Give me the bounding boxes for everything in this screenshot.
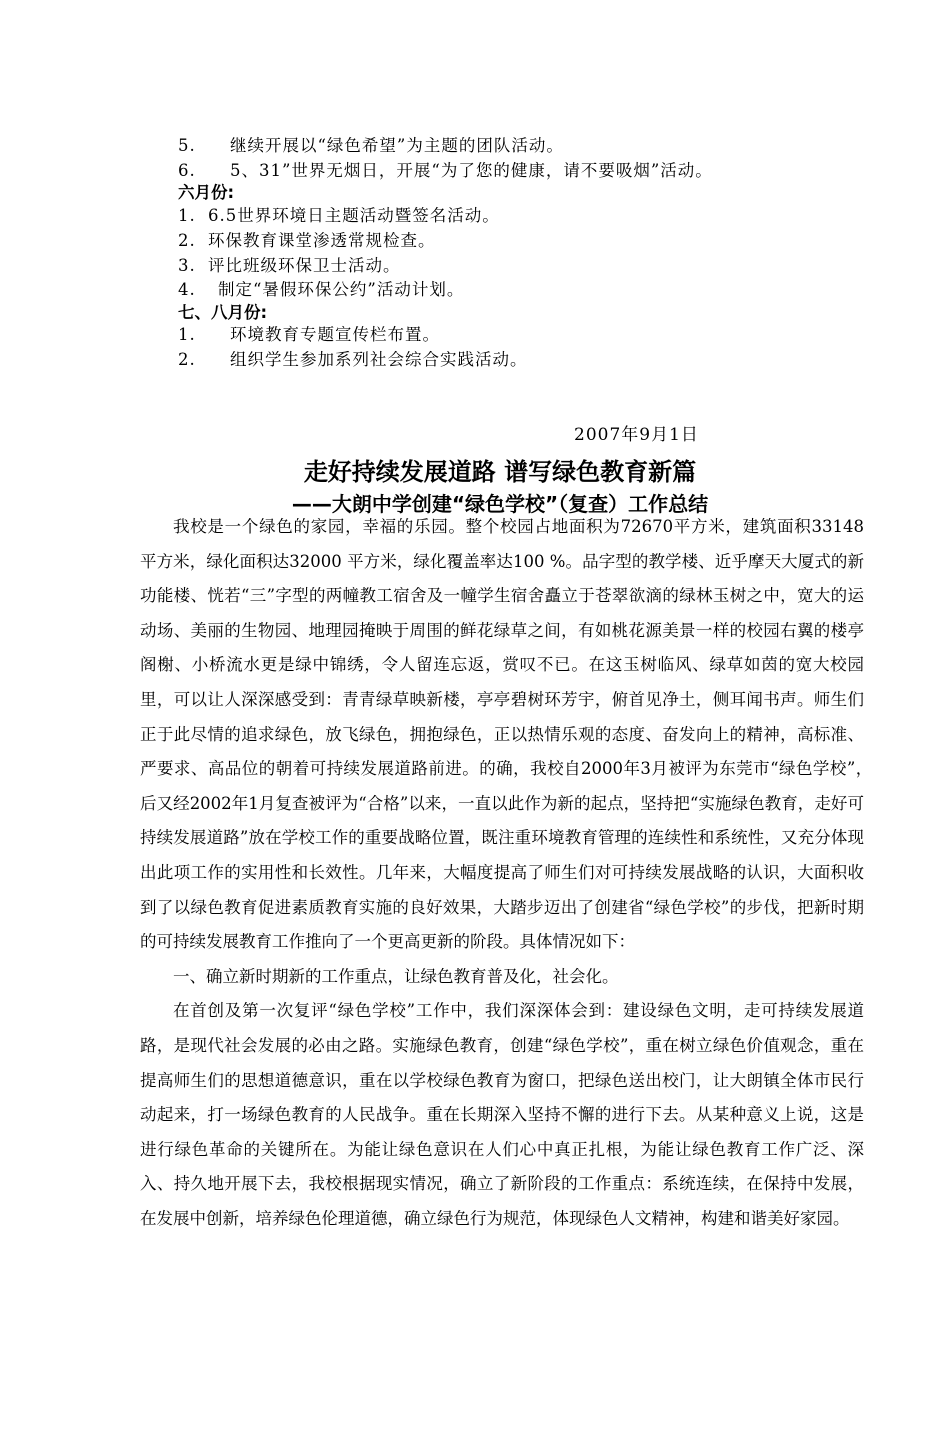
list-item-text: 继续开展以“绿色希望”为主题的团队活动。: [230, 136, 564, 155]
list-item: [178, 279, 464, 301]
list-item-number: 2.: [178, 350, 196, 369]
body-paragraph: 一、确立新时期新的工作重点，让绿色教育普及化，社会化。: [173, 966, 619, 986]
list-item: [178, 324, 440, 346]
article-body: [140, 510, 886, 1236]
list-item-number: 5.: [178, 136, 196, 155]
list-item-number: 2.: [178, 231, 196, 250]
section-heading-july-august: 七、八月份:: [178, 303, 268, 322]
list-item-text: 5、31”世界无烟日，开展“为了您的健康，请不要吸烟”活动。: [230, 161, 713, 180]
body-paragraph: 在首创及第一次复评“绿色学校”工作中，我们深深体会到：建设绿色文明，走可持续发展道路，是现代社会发展的必由之路。实施绿色教育，创建“绿色学校”，重在树立绿色价值观念，重在提高师生们的思想道德意识，重在以学校绿色教育为窗口，把绿色送出校门，让大朗镇全体市民行动起来，打一场绿色教育的人民战争。重在长期深入坚持不懈的进行下去。从某种意义上说，这是进行绿色革命的关键所在。为能让绿色意识在人们心中真正扎根，为能让绿色教育工作广泛、深入、持久地开展下去，我校根据现实情况，确立了新阶段的工作重点：系统连续，在保持中发展，在发展中创新，培养绿色伦理道德，确立绿色行为规范，体现绿色人文精神，构建和谐美好家园。: [140, 1001, 864, 1228]
list-item-text: 环保教育课堂渗透常规检查。: [208, 231, 436, 250]
article-title: 走好持续发展道路 谱写绿色教育新篇: [303, 458, 697, 486]
list-item-number: 6.: [178, 161, 196, 180]
body-paragraph: 我校是一个绿色的家园，幸福的乐园。整个校园占地面积为72670平方米，建筑面积33148 平方米，绿化面积达32000 平方米，绿化覆盖率达100 %。品字型的教学楼、近乎摩天大厦式的新功能楼、恍若“三”字型的两幢教工宿舍及一幢学生宿舍矗立于苍翠欲滴的绿林玉树之中，宽大的运动场、美丽的生物园、地理园掩映于周围的鲜花绿草之间，有如桃花源美景一样的校园右翼的楼亭阁榭、小桥流水更是绿中锦绣，令人留连忘返，赏叹不已。在这玉树临风、绿草如茵的宽大校园里，可以让人深深感受到：青青绿草映新楼，亭亭碧树环芳宇，俯首见净土，侧耳闻书声。师生们正于此尽情的追求绿色，放飞绿色，拥抱绿色，正以热情乐观的态度、奋发向上的精神，高标准、严要求、高品位的朝着可持续发展道路前进。的确，我校自2000年3月被评为东莞市“绿色学校”， 后又经2002年1月复查被评为“合格”以来，一直以此作为新的起点，坚持把“实施绿色教育，走好可持续发展道路”放在学校工作的重要战略位置，既注重环境教育管理的连续性和系统性，又充分体现出此项工作的实用性和长效性。几年来，大幅度提高了师生们对可持续发展战略的认识，大面积收到了以绿色教育促进素质教育实施的良好效果，大踏步迈出了创建省“绿色学校”的步伐，把新时期的可持续发展教育工作推向了一个更高更新的阶段。具体情况如下：: [140, 517, 886, 952]
list-item-text: 环境教育专题宣传栏布置。: [230, 325, 440, 344]
list-item: [178, 205, 500, 227]
document-date: 2007年9月1日: [574, 425, 699, 445]
section-heading-june: 六月份:: [178, 183, 235, 202]
article-subtitle: ——大朗中学创建“绿色学校”（复查）工作总结: [291, 492, 709, 516]
list-item-text: 6.5世界环境日主题活动暨签名活动。: [208, 206, 500, 225]
list-item-number: 1.: [178, 325, 196, 344]
list-item-text: 组织学生参加系列社会综合实践活动。: [230, 350, 528, 369]
list-item-number: 4.: [178, 280, 196, 299]
list-item: [178, 255, 401, 277]
list-item-text: 评比班级环保卫士活动。: [208, 256, 401, 275]
list-item-number: 3.: [178, 256, 196, 275]
list-item-text: 制定“暑假环保公约”活动计划。: [218, 280, 465, 299]
list-item-number: 1.: [178, 206, 196, 225]
list-item: [178, 135, 564, 157]
list-item: [178, 230, 436, 252]
list-item: [178, 160, 713, 182]
list-item: [178, 349, 528, 371]
